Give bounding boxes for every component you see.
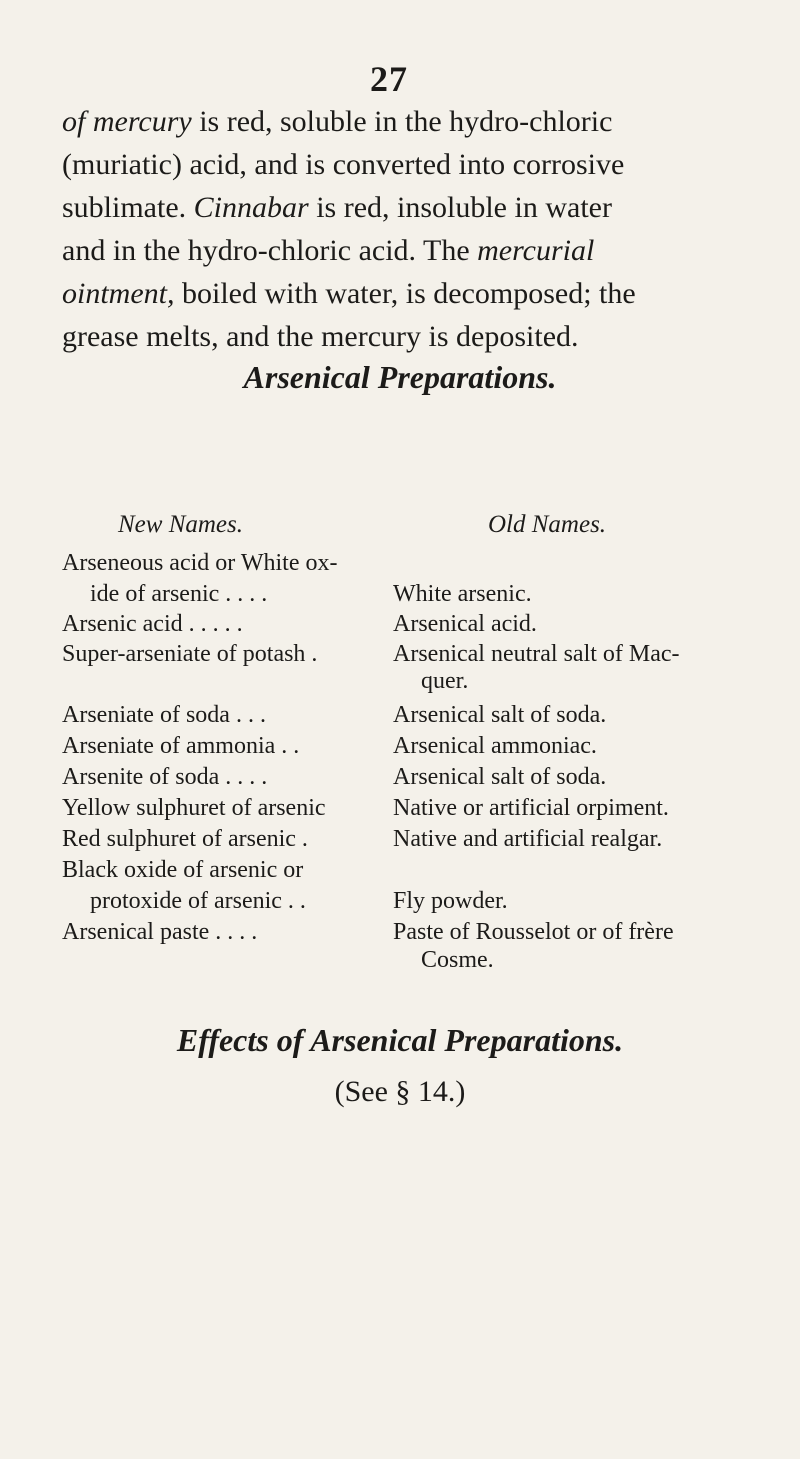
page-number: 27 — [370, 59, 408, 99]
paragraph-line: sublimate. Cinnabar is red, insoluble in water — [62, 191, 612, 224]
new-name: Super-arseniate of potash . — [62, 641, 318, 667]
body-paragraph — [62, 100, 784, 358]
paragraph-line: grease melts, and the mercury is deposited. — [62, 320, 579, 353]
old-name: quer. — [421, 668, 469, 694]
old-name: Paste of Rousselot or of frère — [393, 919, 674, 945]
old-name: Arsenical neutral salt of Mac- — [393, 641, 680, 667]
italic-term: ointment, — [62, 277, 175, 310]
section-reference: (See § 14.) — [334, 1075, 466, 1108]
new-name: Arsenic acid . . . . . — [62, 611, 243, 637]
old-name: Arsenical salt of soda. — [393, 764, 607, 790]
old-name: Native and artificial realgar. — [393, 826, 663, 852]
paragraph-line: (muriatic) acid, and is converted into corrosive — [62, 148, 625, 181]
italic-term: mercurial — [477, 234, 595, 267]
old-name: Cosme. — [421, 947, 494, 973]
new-name: ide of arsenic . . . . — [90, 581, 268, 607]
new-name: Red sulphuret of arsenic . — [62, 826, 308, 852]
italic-term: Cinnabar — [193, 191, 309, 224]
new-name: protoxide of arsenic . . — [90, 888, 306, 914]
section-heading-effects: Effects of Arsenical Preparations. — [176, 1022, 624, 1058]
new-name: Arsenite of soda . . . . — [62, 764, 268, 790]
new-name: Black oxide of arsenic or — [62, 857, 304, 883]
paragraph-line: and in the hydro-chloric acid. The mercurial — [62, 234, 595, 267]
old-name: Arsenical salt of soda. — [393, 702, 607, 728]
new-name: Yellow sulphuret of arsenic — [62, 795, 326, 821]
column-header-old-names: Old Names. — [488, 511, 607, 538]
section-heading: Arsenical Preparations. — [243, 359, 557, 395]
old-name: Native or artificial orpiment. — [393, 795, 669, 821]
paragraph-line: of mercury is red, soluble in the hydro-chloric — [62, 105, 613, 138]
new-name: Arseniate of soda . . . — [62, 702, 266, 728]
paragraph-line: ointment, boiled with water, is decomposed; the — [62, 277, 636, 310]
old-name: Arsenical acid. — [393, 611, 537, 637]
old-name: Arsenical ammoniac. — [393, 733, 597, 759]
italic-term: of mercury — [62, 105, 192, 138]
old-name: Fly powder. — [393, 888, 508, 914]
new-name: Arseniate of ammonia . . — [62, 733, 300, 759]
new-name: Arseneous acid or White ox- — [62, 550, 338, 576]
old-name: White arsenic. — [393, 581, 532, 607]
new-name: Arsenical paste . . . . — [62, 919, 258, 945]
column-header-new-names: New Names. — [118, 511, 243, 538]
